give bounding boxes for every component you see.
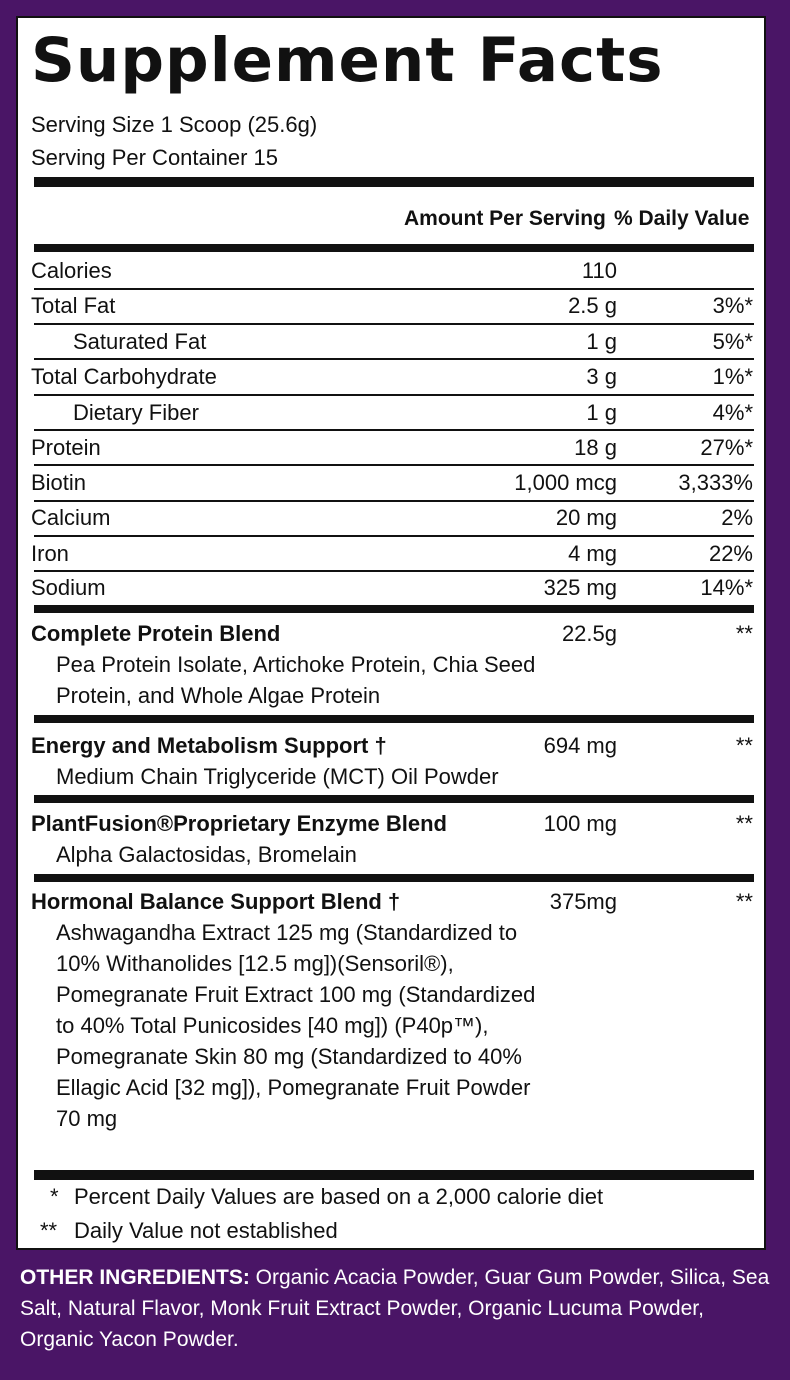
thick-divider [34,874,754,882]
nutrient-name: Sodium [31,575,106,600]
serving-size: Serving Size 1 Scoop (25.6g) [31,112,318,137]
nutrient-amount: 3 g [586,364,617,389]
nutrient-daily-value: 3%* [712,293,753,318]
nutrient-amount: 1,000 mcg [514,470,617,495]
thick-divider [34,795,754,803]
nutrient-row-iron [31,537,753,571]
blend-daily-value: ** [735,889,753,914]
nutrient-amount: 1 g [586,329,617,354]
footnote-text: Daily Value not established [74,1218,338,1243]
blend-ingredients: Alpha Galactosidas, Bromelain [56,842,357,867]
nutrient-name: Biotin [31,470,87,495]
nutrient-daily-value: 22% [708,541,753,566]
nutrient-row-total-carbohydrate [31,360,753,394]
nutrient-row-calories [31,254,753,288]
other-ingredients-list: Organic Acacia Powder, Guar Gum Powder, Silica, Sea Salt, Natural Flavor, Monk Fruit Extract Powder, Organic Lucuma Powder, Organic Yacon Powder. [20,1266,770,1351]
blend-name: Hormonal Balance Support Blend † [31,889,401,914]
blend-name: Complete Protein Blend [31,621,281,646]
nutrient-daily-value: 3,333% [678,470,753,495]
other-ingredients-label: OTHER INGREDIENTS: [20,1266,250,1289]
nutrient-name: Calories [31,258,112,283]
nutrient-daily-value: 14%* [700,575,753,600]
nutrient-daily-value: 5%* [712,329,753,354]
blend-ingredients: Pea Protein Isolate, Artichoke Protein, Chia Seed Protein, and Whole Algae Protein [56,652,536,708]
blend-ingredients: Medium Chain Triglyceride (MCT) Oil Powder [56,764,499,789]
header-divider [34,244,754,252]
supplement-facts-panel [16,16,766,1250]
nutrient-amount: 1 g [586,400,617,425]
nutrient-name: Calcium [31,505,111,530]
blend-daily-value: ** [735,621,753,646]
nutrient-row-calcium [31,501,753,535]
thick-divider [34,1170,754,1180]
thick-divider [34,177,754,187]
blend-hormonal-balance [31,886,753,1134]
nutrient-amount: 2.5 g [568,293,617,318]
nutrient-amount: 325 mg [543,575,617,600]
nutrient-name: Iron [31,541,69,566]
nutrient-row-saturated-fat [31,325,753,359]
nutrient-daily-value: 27%* [700,435,753,460]
footnote-mark: ** [40,1218,58,1243]
blend-energy-metabolism [31,730,753,792]
nutrient-name: Dietary Fiber [73,400,199,425]
nutrient-name: Protein [31,435,101,460]
nutrient-amount: 20 mg [555,505,617,530]
nutrient-amount: 18 g [574,435,617,460]
nutrient-row-protein [31,431,753,465]
blend-amount: 694 mg [543,733,617,758]
daily-value-header: % Daily Value [614,207,750,230]
blend-complete-protein [31,618,753,711]
blend-name: Energy and Metabolism Support † [31,733,387,758]
footnote-text: Percent Daily Values are based on a 2,000 calorie diet [74,1184,604,1209]
blend-amount: 100 mg [543,811,617,836]
nutrient-name: Saturated Fat [73,329,207,354]
nutrient-daily-value: 4%* [712,400,753,425]
blend-ingredients: Ashwagandha Extract 125 mg (Standardized to 10% Withanolides [12.5 mg])(Sensoril®), Pomegranate Fruit Extract 100 mg (Standardized to 40% Total Punicosides [40 mg]) (P40p™), Pomegranate Skin 80 mg (Standardized to 40% Ellagic Acid [32 mg]), Pomegranate Fruit Powder 70 mg [56,920,536,1131]
blend-name: PlantFusion®Proprietary Enzyme Blend [31,811,447,836]
footnote-mark: * [50,1184,59,1209]
blend-amount: 375mg [549,889,617,914]
nutrient-name: Total Carbohydrate [31,364,217,389]
nutrient-row-sodium [31,571,753,605]
nutrient-row-total-fat [31,289,753,323]
thick-divider [34,605,754,613]
blend-enzyme [31,808,753,870]
nutrient-amount: 110 [581,258,617,283]
nutrient-row-biotin [31,466,753,500]
nutrient-name: Total Fat [31,293,116,318]
thick-divider [34,715,754,723]
blend-amount: 22.5g [561,621,617,646]
amount-per-serving-header: Amount Per Serving [404,207,606,230]
nutrient-daily-value: 2% [721,505,753,530]
nutrient-daily-value: 1%* [712,364,753,389]
nutrient-amount: 4 mg [568,541,617,566]
other-ingredients [20,1262,780,1355]
blend-daily-value: ** [735,733,753,758]
servings-per-container: Serving Per Container 15 [31,145,279,170]
nutrient-row-dietary-fiber [31,396,753,430]
blend-daily-value: ** [735,811,753,836]
panel-title: Supplement Facts [31,25,664,96]
